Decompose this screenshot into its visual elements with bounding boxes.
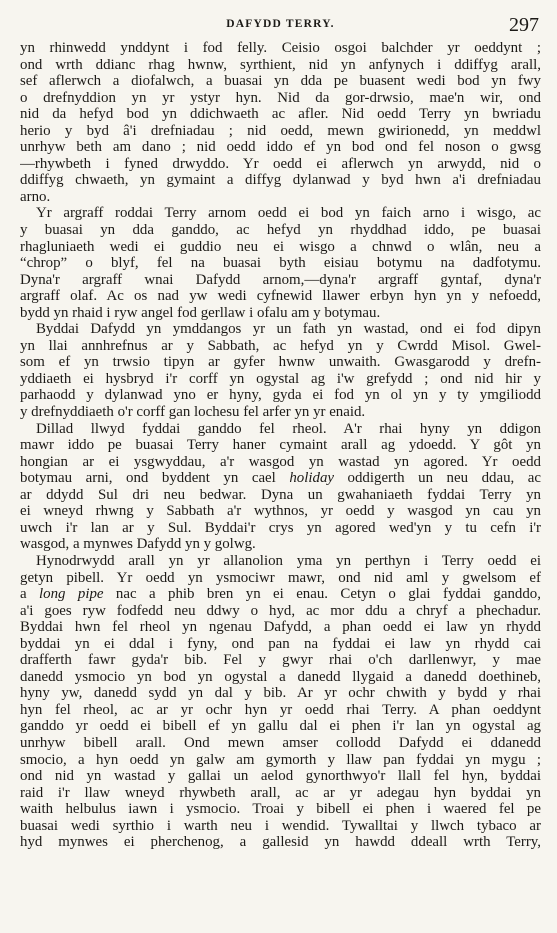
text-line: Hynodrwydd arall yn yr allanolion yma yn perthyn i Terry oedd ei (36, 552, 541, 569)
text-line: a long pipe nac a phib bren yn ei enau. Cetyn o glai fyddai ganddo, (20, 586, 541, 603)
text-line: hyd mynwes ei pherchenog, a gallesid yn hawdd ddeall wrth Terry, (20, 834, 541, 851)
text-line: ond wrth ddianc rhag hwnw, syrthient, nid yn anfynych i ddiffyg arall, (20, 56, 541, 73)
text-line: raid i'r llaw wneyd rhywbeth arall, ac ar yr adegau hyn byddai yn (20, 784, 541, 801)
text-line: Dillad llwyd fyddai ganddo fel rheol. A'r rhai hyny yn ddigon (36, 420, 541, 437)
text-line: y drefnyddiaeth o'r corff gan lochesu fel arfer yn yr enaid. (20, 404, 366, 421)
running-head: DAFYDD TERRY. (226, 18, 335, 30)
text-line: som ef yn trwsio tipyn ar gyfer hwnw unwaith. Gwasgarodd y drefn- (20, 354, 541, 371)
text-line: smocio, a hyn oedd yn galw am gymorth y llaw pan fyddai yn mygu ; (20, 751, 541, 768)
text-line: hyn fel rheol, ac ar yr ochr hyn yr oedd rhai Terry. A phan oeddynt (20, 701, 541, 718)
text-line: Yr argraff roddai Terry arnom oedd ei bod yn faich arno i wisgo, ac (36, 205, 541, 222)
text-line: byddai yn ei ddal i fyny, ond pan na fyddai ei law yn rhydd cai (20, 635, 541, 652)
text-line: arno. (20, 188, 51, 205)
text-line: ar ddydd Sul dri neu bedwar. Dyna un gwahaniaeth fyddai Terry yn (20, 486, 541, 503)
text-line: ei wneyd rhwng y Sabbath a'r wythnos, yr oedd y wasgod yn cau yn (20, 503, 541, 520)
text-line: botymau arni, ond byddent yn cael holiday oddigerth un neu ddau, ac (20, 470, 541, 487)
text-line: parhaodd y dylanwad yno er hyny, gyda ei fod yn ol yn y ty ymgiliodd (20, 387, 541, 404)
text-line: Byddai Dafydd yn ymddangos yr un fath yn wastad, ond ei fod dipyn (36, 321, 541, 338)
text-line: drafferth fawr gyda'r bib. Fel y gwyr rhai o'ch darllenwyr, y mae (20, 652, 541, 669)
text-line: Dyna'r argraff wnai Dafydd arnom,—dyna'r argraff gyntaf, dyna'r (20, 271, 541, 288)
text-line: y buasai yn dda ganddo, ac hefyd yn rhyddhad iddo, pe buasai (20, 222, 541, 239)
text-line: wasgod, a mynwes Dafydd yn y golwg. (20, 536, 256, 553)
text-line: sef aflerwch a diofalwch, a buasai yn dda pe buasent wedi bod yn fwy (20, 73, 541, 90)
page-header (20, 14, 541, 40)
text-line: yddiaeth ei hysbryd i'r corff yn ogystal ag i'w grefydd ; ond nid hir y (20, 370, 541, 387)
text-line: ond nid yn wastad y gallai un aelod gynorthwyo'r llall fel hyn, byddai (20, 768, 541, 785)
text-line: Byddai hwn fel rheol yn ngenau Dafydd, a phan oedd ei law yn rhydd (20, 619, 541, 636)
text-line: buasai wedi syrthio i warth neu i wendid. Tywalltai y llwch tybaco ar (20, 817, 541, 834)
text-line: yn llai annhrefnus ar y Sabbath, ac hefyd yn y Cwrdd Misol. Gwel- (20, 337, 541, 354)
text-line: unrhyw bibell arall. Ond mewn amser collodd Dafydd ei ddanedd (20, 734, 541, 751)
text-line: ddiffyg chwaeth, yn gymaint a diffyg dylanwad y byd hwn a'i drefniadau (20, 172, 541, 189)
text-line: waith helbulus iawn i ysmocio. Troai y bibell ei phen i waered fel pe (20, 801, 541, 818)
text-line: mawr iddo pe buasai Terry haner cymaint arall ag ydoedd. Y gôt yn (20, 437, 541, 454)
text-line: —rhywbeth i fyned drwyddo. Yr oedd ei aflerwch yn arwydd, nid o (20, 155, 541, 172)
text-line: “chrop” o blyf, fel na buasai byth eisiau botymu na dadfotymu. (20, 255, 541, 272)
text-line: yn rhinwedd ynddynt i fod felly. Ceisio osgoi balchder yr oeddynt ; (20, 40, 541, 56)
text-line: bydd yn rhaid i ryw angel fod gerllaw i ofalu am y botymau. (20, 304, 381, 321)
text-line: argraff olaf. Ac os nad yw wedi cyfnewid llawer erbyn hyn yn y nefoedd, (20, 288, 541, 305)
body-text (20, 40, 541, 851)
text-line: hongian ar ei ysgwyddau, a'r wasgod yn wastad yn agored. Yr oedd (20, 453, 541, 470)
text-line: ganddo yr oedd ei bibell ef yn gallu dal ei phen i'r lan yn ogystal ag (20, 718, 541, 735)
text-line: unrhyw beth am dano ; nid oedd iddo ef yn bod ond fel noson o gwsg (20, 139, 541, 156)
page-number: 297 (509, 14, 539, 36)
text-line: herio y byd â'i drefniadau ; nid oedd, mewn gwirionedd, yn meddwl (20, 122, 541, 139)
text-line: uwch i'r lan ar y Sul. Byddai'r crys yn agored wed'yn y tu cefn i'r (20, 519, 541, 536)
text-line: o drefnyddion yn yr ystyr hyn. Nid da gor-drwsio, mae'n wir, ond (20, 89, 541, 106)
text-line: nid da hefyd bod yn ddichwaeth ac afler. Nid oedd Terry yn bwriadu (20, 106, 541, 123)
text-line: danedd ysmocio yn bod yn ogystal a danedd llygaid a danedd doethineb, (20, 668, 541, 685)
text-line: getyn pibell. Yr oedd yn ysmociwr mawr, ond nid aml y gwelsom ef (20, 569, 541, 586)
text-line: rhagluniaeth wedi ei guddio neu ei wisgo a chnwd o wlân, neu a (20, 238, 541, 255)
text-line: a'i goes ryw fodfedd neu ddwy o hyd, ac mor ddu a chryf a phechadur. (20, 602, 541, 619)
text-line: hyny yw, danedd sydd yn dal y bib. Ar yr ochr chwith y bydd y rhai (20, 685, 541, 702)
